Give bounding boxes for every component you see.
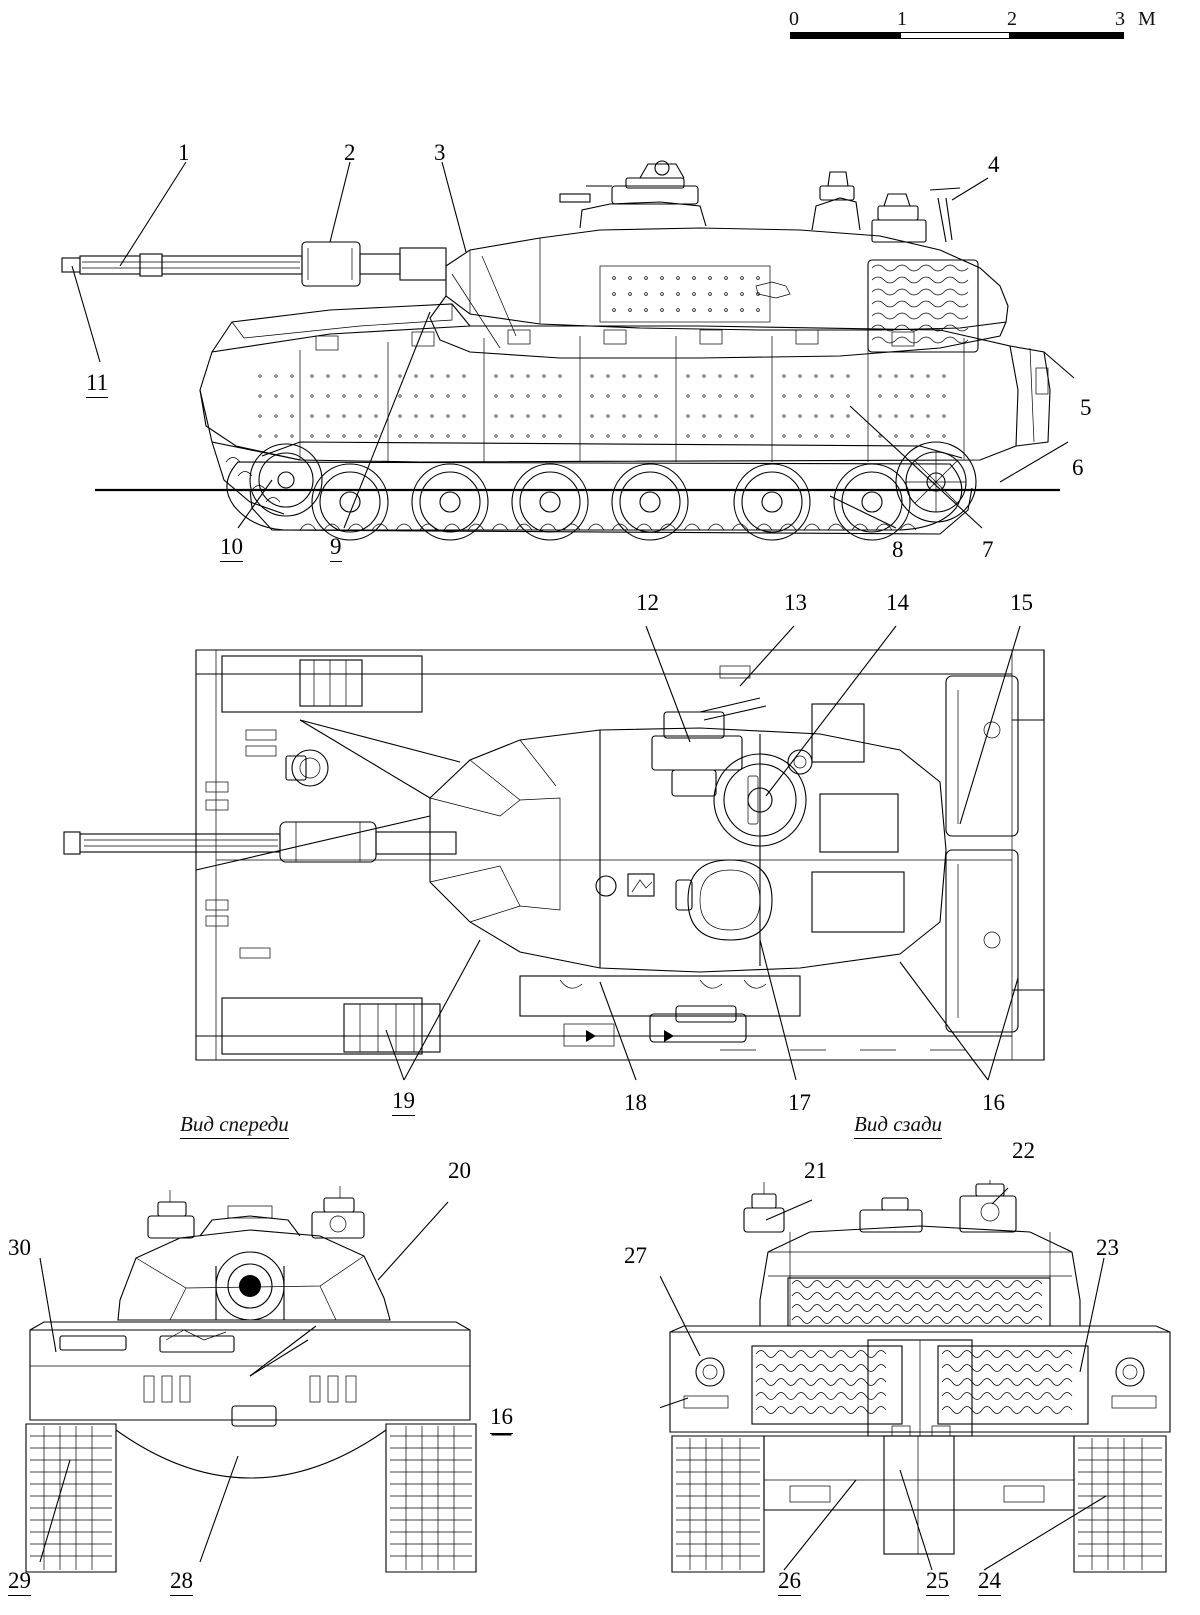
callout-18: 18	[624, 1090, 647, 1115]
scale-tick-2: 2	[1007, 8, 1017, 30]
scale-bar	[789, 8, 1156, 48]
callout-20: 20	[448, 1158, 471, 1183]
scale-segment-2	[900, 32, 1010, 39]
turret	[430, 161, 1008, 358]
callout-27: 27	[624, 1243, 647, 1268]
callout-30: 30	[8, 1235, 31, 1260]
scale-tick-3: 3	[1115, 8, 1125, 30]
front-view-drawing	[0, 1180, 520, 1600]
scale-segment-1	[790, 32, 900, 39]
callout-2: 2	[344, 140, 356, 165]
top-view-drawing	[0, 610, 1200, 1130]
callout-3: 3	[434, 140, 446, 165]
scale-unit-label: М	[1138, 8, 1156, 30]
callout-17: 17	[788, 1090, 811, 1115]
rear-view-geometry	[670, 1180, 1170, 1572]
callout-16-top: 16	[982, 1090, 1005, 1115]
callout-19: 19	[392, 1088, 415, 1116]
scale-segment-3	[1010, 32, 1124, 39]
callout-29: 29	[8, 1568, 31, 1596]
top-view-leaders	[196, 626, 1020, 1080]
top-view-geometry	[64, 650, 1044, 1060]
callout-4: 4	[988, 152, 1000, 177]
callout-9: 9	[330, 534, 342, 562]
view-label-rear: Вид сзади	[854, 1112, 942, 1139]
callout-12: 12	[636, 590, 659, 615]
side-view-drawing	[0, 90, 1200, 670]
callout-7: 7	[982, 537, 994, 562]
scale-bar-ticks	[790, 32, 1134, 40]
view-label-front: Вид спереди	[180, 1112, 289, 1139]
callout-8: 8	[892, 537, 904, 562]
callout-23: 23	[1096, 1235, 1119, 1260]
callout-6: 6	[1072, 455, 1084, 480]
callout-11: 11	[86, 370, 108, 398]
callout-13: 13	[784, 590, 807, 615]
callout-28: 28	[170, 1568, 193, 1596]
callout-15: 15	[1010, 590, 1033, 615]
callout-22: 22	[1012, 1138, 1035, 1163]
callout-21: 21	[804, 1158, 827, 1183]
callout-16-rear: 16	[490, 1404, 513, 1434]
callout-24: 24	[978, 1568, 1001, 1596]
callout-14: 14	[886, 590, 909, 615]
gun-barrel-plan	[64, 822, 456, 862]
callout-1: 1	[178, 140, 190, 165]
callout-5: 5	[1080, 395, 1092, 420]
gun-barrel	[62, 242, 446, 286]
scale-tick-0: 0	[789, 8, 799, 30]
front-view-geometry	[26, 1186, 476, 1572]
callout-26: 26	[778, 1568, 801, 1596]
scale-tick-1: 1	[897, 8, 907, 30]
callout-25: 25	[926, 1568, 949, 1596]
side-view-geometry	[62, 161, 1060, 540]
callout-10: 10	[220, 534, 243, 562]
